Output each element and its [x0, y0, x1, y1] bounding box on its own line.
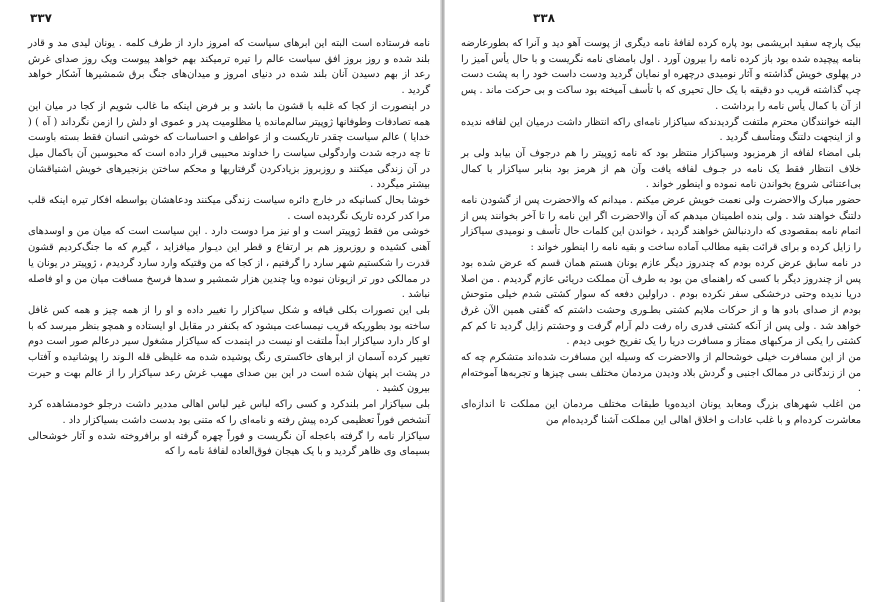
paragraph: خوشی من فقط ژوپیتر است و او نیز مرا دوست دارد . این سیاست است که میان من و اوسدهای آهنی کشیده و روزبروز هم بر ارتفاع و قطر این دیـوار میافزاید ، گیرم که ما جنگ‌کردیم قشون قدرت را شکستیم شهر سارد را گرفتیم ، از کجا که من وقتیکه وارد سارد گردیدم ، ژوپیتر در یونان یا در ممالکی دور تر ازیونان نبوده ویا چندین هزار شمشیر و سدها فرسخ مسافت میان من و او فاصله نباشد . — [28, 226, 430, 301]
paragraph: من اغلب شهرهای بزرگ ومعابد یونان ادیده‌وبا طبقات مختلف مردمان این مملکت تا اندازه‌ای معاشرت کرده‌ام و با غلب عادات و اخلاق اهالی این مملکت آشنا گردیده‌ام من — [461, 399, 861, 426]
page-body — [461, 36, 861, 429]
paragraph: نامه فرستاده است البته این ابرهای سیاست که امروز دارد از طرف کلمه . یونان لیدی مد و قادر بلند شده و روز بروز افق سیاست عالم را تیره ترمیکند بهم خواهد پیوست ویک روز صدای غرش رعد از بهم دسیدن آنان بلند شده در دنیای امروز و میدان‌های جنگ برق شمشیرها آشکار خواهد گردید . — [28, 38, 430, 97]
paragraph: خوشا بحال کسانیکه در خارج دائره سیاست زندگی میکنند ودعاهشان بواسطه افکار تیره اینکه قلب مرا کدر کرده تاریک نگردیده است . — [28, 195, 430, 222]
page-number: ۳۳۸ — [533, 11, 555, 25]
page-number: ۳۳۷ — [30, 11, 52, 25]
paragraph: البته خوانندگان محترم ملتفت گردیدندکه سیاکزار نامه‌ای راکه انتظار داشت درمیان این لفافه ندیده و از اینجهت دلتنگ ومتأسف گردید . — [461, 116, 861, 144]
paragraph: سیاکزار نامه را گرفته باعجله آن نگریست و فوراً چهره گرفته او برافروخته شده و آثار خوشحالی بسیمای وی ظاهر گردید و با یک هیجان فوق‌العاده لفافهٔ نامه را که — [28, 430, 430, 458]
paragraph: در اینصورت از کجا که غلبه با قشون ما باشد و بر فرض اینکه ما غالب شویم از کجا در میان این همه تصادفات وطوفانها ژوپیتر سالم‌مانده یا مظلومیت پدر و عموی او دلش را ازمن نگرداند ( آه ) ( خدایا ) عالم سیاست چقدر تاریکست و از عواطف و احساسات که خوشی انسان فقط بسته باوست تا چه درجه شدت واردگولی سیاست را خداوند محبیبی قرار داده است که محبوسین آن باکمال میل در آن زندگی میکنند و روزبروز بزیادکردن گرفتاریها و محکم ساختن بزنجیرهای خویش اشتیاقشان بیشتر میگردد . — [28, 100, 430, 191]
paragraph: بلی این تصورات بکلی قیافه و شکل سیاکزار را تغییر داده و او را از همه چیز و همه کس غافل ساخته بود بطوریکه قریب نیمساعت میشود که بکنفر در مقابل او ایستاده و همچو بنظر میرسد که با او کار دارد سیاکزار ابداً ملتفت او نیست در اینمدت که سیاکزار مشغول سیر درعالم صور است دوم تغییر کرده آسمان از ابرهای خاکستری رنگ پوشیده شده مه غلیظی قله الـوند را پوشانیده و آفتاب در پشت ابر پنهان شده است در این بین صدای مهیب غرش رعد سیاکزار را از عالم بهت و حیرت بیرون کشید . — [28, 304, 430, 395]
page-body — [28, 36, 430, 460]
paragraph: بلی سیاکزار امر بلندکرد و کسی راکه لباس غیر لباس اهالی مددیر داشت درجلو خودمشاهده کرد آنشخص فوراً تعظیمی کرده پیش رفته و نامه‌ای را که متنی بود بدست داشت بسیاکزار داد . — [28, 399, 430, 426]
right-page — [445, 0, 885, 602]
left-page — [0, 0, 440, 602]
paragraph: بیک پارچه سفید ابریشمی بود پاره کرده لفافهٔ نامه دیگری از پوست آهو دید و آنرا که بطورعارضه بنامه پیچیده شده بود باز کرده نامه را بیرون آورد . اول بامضای نامه نگریست و با حال یأس آمیز را در پهلوی خویش گذاشته و آثار نومیدی درچهره او نمایان گردید ودست داست خود را به پشت دست چپ گذاشته قریب دو دقیقه با یک حال تحیری که با تأسف آمیخته بود ساکت و بی حرکت ماند . پس از آن با کمال یأس نامه را برداشت . — [461, 38, 861, 112]
paragraph: حضور مبارک والاحضرت ولی نعمت خویش عرض میکنم . میدانم که والاحضرت پس از گشودن نامه دلتنگ خواهند شد . ولی بنده اطمینان میدهم که آن والاحضرت اگر این نامه را تا آخر بخوانند پس از اتمام نامه بمقصودی که داردنبالش خواهند گردید ، خواندن این کلمات حال تأسف و نومیدی سیاکزار را زایل کرده و برای قرائت بقیه مطالب آماده ساخت و بقیه نامه را اینطور خواند : — [461, 195, 861, 254]
paragraph: بلی امضاء لفافه از هرمزبود وسیاکزار منتظر بود که نامه ژوپیتر را هم درجوف آن بیابد ولی بر خلاف انتظار فقط یک نامه در جـوف لفافه یافت وآن هم از هرمز بود بنابر سیاکزار با کمال بی‌اعتنائی شروع بخواندن نامه نموده و اینطور خواند . — [461, 147, 861, 191]
paragraph: در نامه سابق عرض کرده بودم که چندروز دیگر عازم یونان هستم همان قسم که عرض شده بود پس از چندروز دیگر با کسی که راهنمای من بود به طرف آن مملکت دریائی عازم گردیدم . من اصلا دریا ندیده وحتی درخشکی سفر نکرده بودم . دراولین دفعه که سوار کشتی شدم خیلی متوحش بودم از صدای بادو ها و از حرکات ملایم کشتی بطـوری وحشت داشتم که گفتی همین الآن غرق خواهد شد . ولی پس از آنکه کشتی قدری راه رفت دلم آرام گرفت و وحشتم زایل گردید تا کم کم کشتی را یکی از مرکبهای ممتاز و مسافرت دریا را یک تفریح خوبی دیدم . — [461, 257, 861, 348]
paragraph: من از این مسافرت خیلی خوشحالم از والاحضرت که وسیله این مسافرت شده‌اند متشکرم چه که من از زندگانی در ممالک اجنبی و گردش بلاد ودیدن مردمان مختلف بسی چیزها و تجربه‌ها آموخته‌ام . — [461, 352, 861, 395]
